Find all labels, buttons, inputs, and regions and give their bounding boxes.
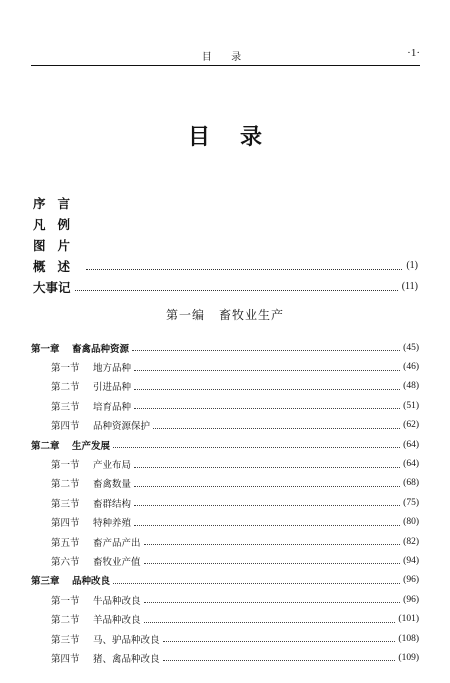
dot-leader [134, 408, 400, 409]
toc-section-row[interactable] [31, 396, 419, 415]
toc-section-row[interactable] [31, 648, 419, 667]
section-title: 畜禽数量 [93, 479, 132, 491]
section-title: 畜产品产出 [93, 537, 141, 549]
dot-leader [163, 660, 396, 661]
toc-section-row[interactable] [31, 416, 419, 435]
section-number: 第四节 [51, 653, 80, 665]
page-ref: (94) [403, 555, 419, 566]
section-number: 第一节 [51, 595, 80, 607]
section-number: 第一节 [51, 460, 80, 472]
section-number: 第一节 [51, 363, 80, 375]
toc-chapter-row[interactable] [31, 435, 419, 454]
section-title: 引进品种 [93, 382, 132, 394]
section-number: 第三节 [51, 401, 80, 413]
front-matter-list [33, 192, 418, 297]
section-title: 畜牧业产值 [93, 556, 141, 568]
front-matter-label: 概述 [33, 258, 83, 274]
toc-section-row[interactable] [31, 513, 419, 532]
section-title: 培育品种 [93, 401, 132, 413]
page-ref: (96) [403, 575, 419, 586]
front-matter-item[interactable] [33, 192, 418, 213]
section-title: 地方品种 [93, 363, 132, 375]
dot-leader [144, 602, 401, 603]
page-ref: (62) [403, 420, 419, 431]
section-number: 第四节 [51, 421, 80, 433]
page-ref: (51) [403, 400, 419, 411]
dot-leader [113, 447, 400, 448]
page-ref: (108) [398, 633, 419, 644]
page-ref: (64) [403, 439, 419, 450]
section-title: 羊品种改良 [93, 615, 141, 627]
part-heading [0, 306, 450, 323]
section-title: 畜群结构 [93, 498, 132, 510]
section-title: 猪、禽品种改良 [93, 653, 160, 665]
toc-section-row[interactable] [31, 532, 419, 551]
dot-leader [144, 544, 401, 545]
dot-leader [144, 622, 396, 623]
dot-leader [134, 389, 400, 390]
page-title: 目录 [187, 125, 292, 150]
chapter-title: 品种改良 [72, 576, 111, 588]
table-of-contents [31, 338, 419, 668]
page-ref: (45) [403, 342, 419, 353]
chapter-number: 第一章 [31, 343, 60, 355]
section-number: 第六节 [51, 556, 80, 568]
toc-chapter-row[interactable] [31, 571, 419, 590]
page-ref: (101) [398, 614, 419, 625]
page-ref: (64) [403, 459, 419, 470]
toc-section-row[interactable] [31, 551, 419, 570]
section-title: 马、驴品种改良 [93, 634, 160, 646]
page-ref: (82) [403, 536, 419, 547]
page-ref: (1) [406, 260, 418, 271]
dot-leader [134, 370, 400, 371]
dot-leader [75, 290, 398, 291]
chapter-title: 畜禽品种资源 [72, 343, 130, 355]
page-ref: (96) [403, 594, 419, 605]
section-number: 第二节 [51, 382, 80, 394]
dot-leader [144, 563, 401, 564]
page-number: ·1· [407, 47, 420, 59]
page-ref: (75) [403, 497, 419, 508]
dot-leader [153, 428, 400, 429]
toc-section-row[interactable] [31, 474, 419, 493]
page-ref: (11) [401, 281, 418, 292]
toc-section-row[interactable] [31, 454, 419, 473]
page-ref: (109) [398, 652, 419, 663]
front-matter-item[interactable] [33, 234, 418, 255]
chapter-number: 第二章 [31, 440, 60, 452]
section-number: 第二节 [51, 615, 80, 627]
front-matter-label: 序言 [33, 195, 83, 211]
section-title: 牛品种改良 [93, 595, 141, 607]
running-header-title: 目 录 [201, 52, 250, 63]
toc-section-row[interactable] [31, 357, 419, 376]
section-number: 第二节 [51, 479, 80, 491]
toc-section-row[interactable] [31, 377, 419, 396]
section-number: 第四节 [51, 518, 80, 530]
section-title: 产业布局 [93, 460, 132, 472]
section-number: 第五节 [51, 537, 80, 549]
chapter-title: 生产发展 [72, 440, 111, 452]
front-matter-item[interactable] [33, 213, 418, 234]
section-number: 第三节 [51, 634, 80, 646]
page-ref: (46) [403, 362, 419, 373]
dot-leader [86, 269, 402, 270]
part-number: 第一编 [165, 308, 205, 322]
toc-section-row[interactable] [31, 590, 419, 609]
part-title: 畜牧业生产 [219, 308, 285, 322]
dot-leader [113, 583, 400, 584]
front-matter-item[interactable] [33, 276, 418, 297]
toc-section-row[interactable] [31, 609, 419, 628]
dot-leader [134, 486, 400, 487]
chapter-number: 第三章 [31, 576, 60, 588]
toc-section-row[interactable] [31, 493, 419, 512]
dot-leader [134, 525, 400, 526]
dot-leader [132, 350, 400, 351]
page-ref: (48) [403, 381, 419, 392]
front-matter-label: 凡例 [33, 216, 83, 232]
section-title: 品种资源保护 [93, 421, 151, 433]
header-rule [31, 65, 420, 66]
dot-leader [163, 641, 396, 642]
front-matter-label: 图片 [33, 237, 83, 253]
running-header [31, 48, 420, 62]
page-ref: (68) [403, 478, 419, 489]
toc-section-row[interactable] [31, 629, 419, 648]
dot-leader [134, 467, 400, 468]
section-title: 特种养殖 [93, 518, 132, 530]
front-matter-item[interactable] [33, 255, 418, 276]
section-number: 第三节 [51, 498, 80, 510]
page-ref: (80) [403, 517, 419, 528]
dot-leader [134, 505, 400, 506]
toc-chapter-row[interactable] [31, 338, 419, 357]
front-matter-label: 大事记 [33, 279, 71, 295]
